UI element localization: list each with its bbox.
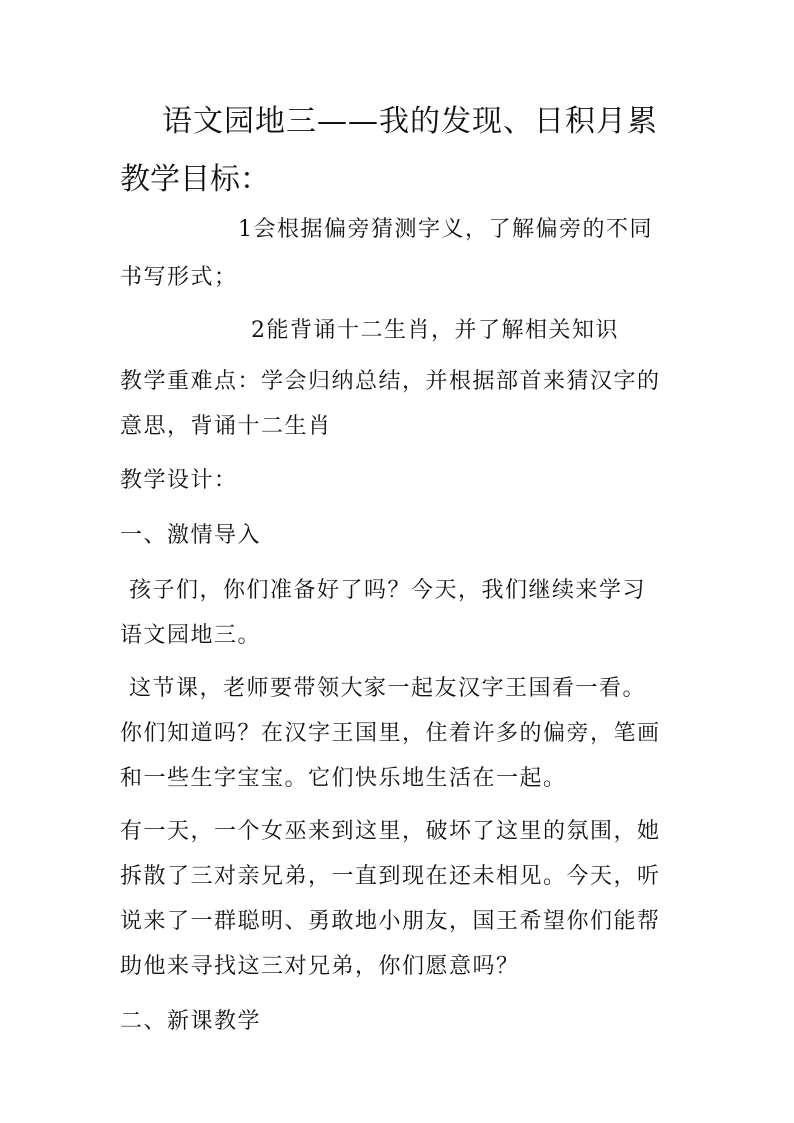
paragraph-3-line-4: 助他来寻找这三对兄弟，你们愿意吗？ bbox=[120, 954, 520, 979]
section-2-heading: 二、新课教学 bbox=[120, 1009, 262, 1034]
paragraph-1-line-2: 语文园地三。 bbox=[120, 623, 262, 648]
paragraph-2-line-3: 和一些生字宝宝。它们快乐地生活在一起。 bbox=[120, 766, 567, 791]
objectives-heading: 教学目标： bbox=[120, 162, 270, 197]
paragraph-3-line-3: 说来了一群聪明、勇敢地小朋友，国王希望你们能帮 bbox=[120, 909, 661, 934]
paragraph-2-line-1: 这节课，老师要带领大家一起友汉字王国看一看。 bbox=[129, 676, 647, 701]
difficulty-line-2: 意思，背诵十二生肖 bbox=[120, 414, 332, 439]
paragraph-3-line-1: 有一天，一个女巫来到这里，破坏了这里的氛围，她 bbox=[120, 819, 661, 844]
design-heading: 教学设计： bbox=[120, 468, 238, 493]
paragraph-3-line-2: 拆散了三对亲兄弟，一直到现在还未相见。今天，听 bbox=[120, 864, 661, 889]
document-title: 语文园地三——我的发现、日积月累 bbox=[162, 104, 658, 139]
objective-1-line-2: 书写形式； bbox=[120, 265, 238, 290]
paragraph-2-line-2: 你们知道吗？在汉字王国里，住着许多的偏旁，笔画 bbox=[120, 721, 661, 746]
paragraph-1-line-1: 孩子们，你们准备好了吗？今天，我们继续来学习 bbox=[129, 578, 647, 603]
objective-2: 2能背诵十二生肖，并了解相关知识 bbox=[251, 318, 619, 343]
difficulty-line-1: 教学重难点：学会归纳总结，并根据部首来猜汉字的 bbox=[120, 369, 661, 394]
section-1-heading: 一、激情导入 bbox=[120, 523, 262, 548]
objective-1-line-1: 1会根据偏旁猜测字义，了解偏旁的不同 bbox=[238, 217, 653, 242]
